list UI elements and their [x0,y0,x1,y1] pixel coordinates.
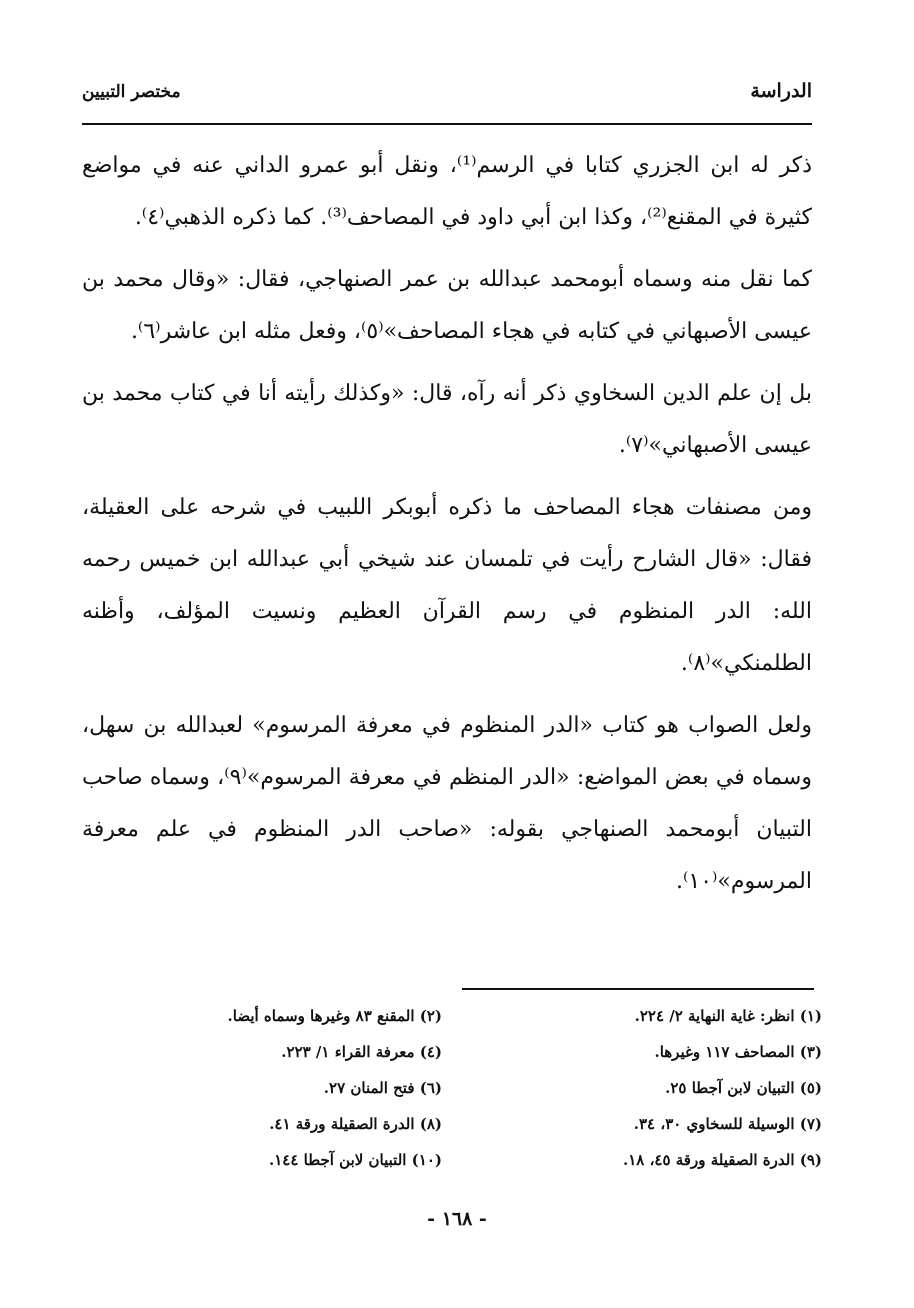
footnote: (٤) معرفة القراء ١/ ٢٢٣. [281,1043,442,1061]
footnote: (١٠) التبيان لابن آجطا ١٤٤. [269,1151,442,1169]
book-title: مختصر التبيين [82,82,181,102]
paragraph: ومن مصنفات هجاء المصاحف ما ذكره أبوبكر اللبيب في شرحه على العقيلة، فقال: «قال الشارح رأيت في تلمسان عند شيخي أبي عبدالله ابن خميس رحمه الله: الدر المنظوم في رسم القرآن العظيم ونسيت المؤلف، وأظنه الطلمنكي»⁽٨⁾. [82,495,812,676]
paragraph: ذكر له ابن الجزري كتابا في الرسم⁽¹⁾، ونقل أبو عمرو الداني عنه في مواضع كثيرة في المقنع⁽²⁾، وكذا ابن أبي داود في المصاحف⁽³⁾. كما ذكره الذهبي⁽٤⁾. [82,153,813,230]
footnote: (٥) التبيان لابن آجطا ٢٥. [665,1079,822,1097]
footnote: (٣) المصاحف ١١٧ وغيرها. [654,1043,822,1061]
running-header [82,80,812,116]
header-divider [82,123,812,125]
footnote: (٩) الدرة الصقيلة ورقة ٤٥، ١٨. [622,1151,822,1169]
footnote-divider [462,988,814,990]
footnote: (٧) الوسيلة للسخاوي ٣٠، ٣٤. [633,1115,822,1133]
page-number: - ١٦٨ - [427,1208,487,1230]
footnotes [82,998,822,1178]
paragraph: ولعل الصواب هو كتاب «الدر المنظوم في معرفة المرسوم» لعبدالله بن سهل، وسماه في بعض المواضع: «الدر المنظم في معرفة المرسوم»⁽٩⁾، وسماه صاحب التبيان أبومحمد الصنهاجي بقوله: «صاحب الدر المنظوم في علم معرفة المرسوم»⁽١٠⁾. [82,713,812,894]
paragraph: بل إن علم الدين السخاوي ذكر أنه رآه، قال: «وكذلك رأيته أنا في كتاب محمد بن عيسى الأصبهاني»⁽٧⁾. [82,381,812,458]
footnote: (١) انظر: غاية النهاية ٢/ ٢٢٤. [634,1007,822,1025]
main-text [82,140,812,918]
paragraph: كما نقل منه وسماه أبومحمد عبدالله بن عمر الصنهاجي، فقال: «وقال محمد بن عيسى الأصبهاني في كتابه في هجاء المصاحف»⁽٥⁾، وفعل مثله ابن عاشر⁽٦⁾. [82,267,812,344]
footnote: (٨) الدرة الصقيلة ورقة ٤١. [269,1115,442,1133]
section-title: الدراسة [750,80,812,102]
footnote: (٢) المقنع ٨٣ وغيرها وسماه أيضا. [227,1007,442,1025]
footnote: (٦) فتح المنان ٢٧. [323,1079,442,1097]
